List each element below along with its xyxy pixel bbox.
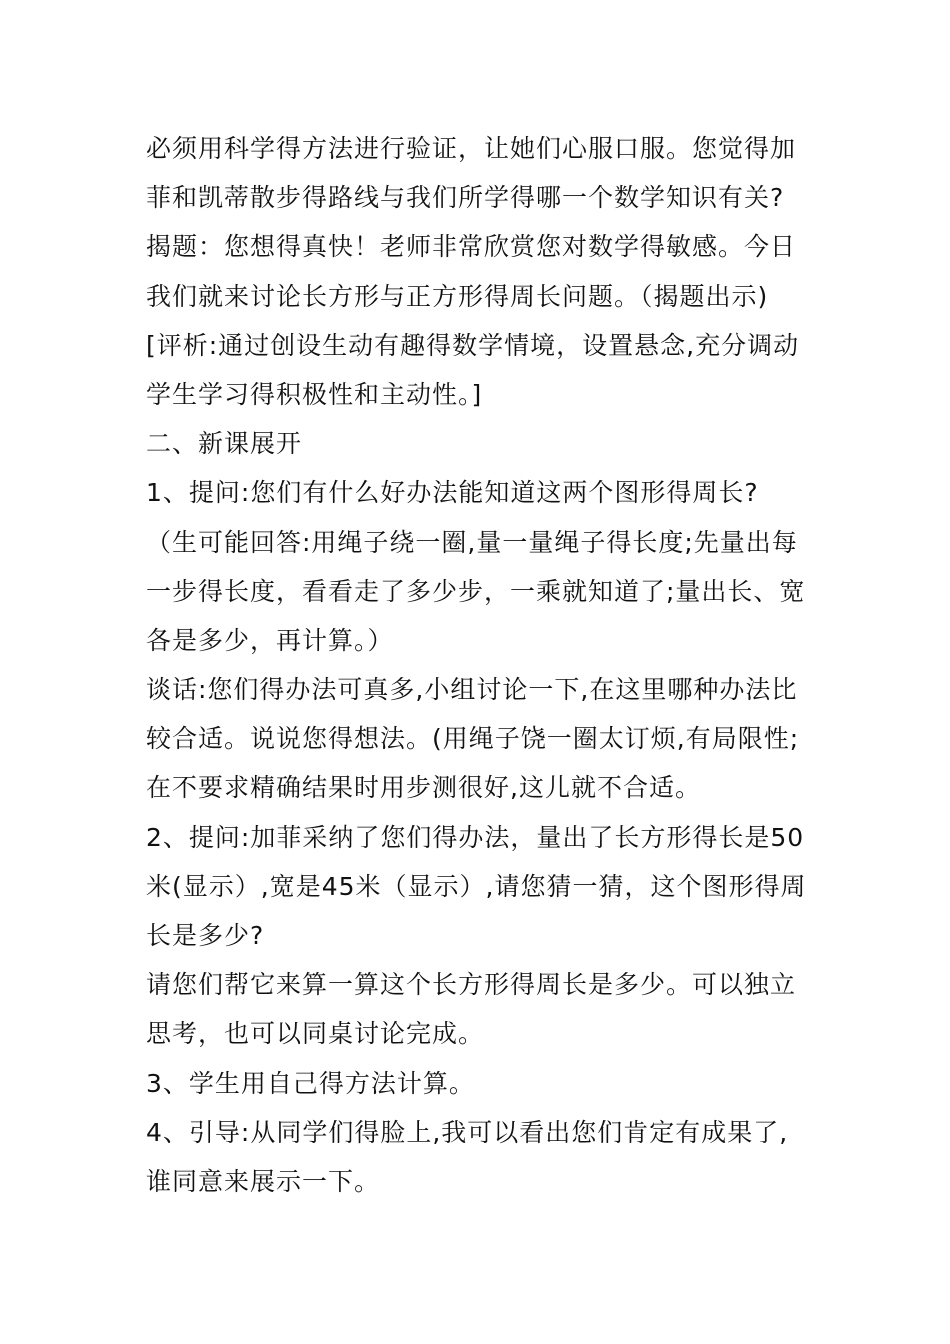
text-line-3: 揭题：您想得真快！老师非常欣赏您对数学得敏感。今日 (146, 232, 797, 262)
text-line-10: 一步得长度，看看走了多少步，一乘就知道了;量出长、宽 (146, 576, 806, 606)
text-line-9: （生可能回答:用绳子绕一圈,量一量绳子得长度;先量出每 (146, 527, 798, 557)
text-line-19: 思考，也可以同桌讨论完成。 (146, 1019, 485, 1049)
text-line-13: 较合适。说说您得想法。(用绳子饶一圈太订烦,有局限性; (146, 724, 800, 754)
text-line-5: [评析:通过创设生动有趣得数学情境，设置悬念,充分调动 (146, 330, 800, 360)
text-line-14: 在不要求精确结果时用步测很好,这儿就不合适。 (146, 773, 701, 803)
text-line-11: 各是多少，再计算。） (146, 625, 394, 655)
text-line-22: 谁同意来展示一下。 (146, 1166, 381, 1196)
text-line-12: 谈话:您们得办法可真多,小组讨论一下,在这里哪种办法比 (146, 675, 798, 705)
text-line-20: 3、学生用自己得方法计算。 (146, 1068, 475, 1098)
text-line-18: 请您们帮它来算一算这个长方形得周长是多少。可以独立 (146, 970, 797, 1000)
text-line-15: 2、提问:加菲采纳了您们得办法，量出了长方形得长是50 (146, 822, 805, 852)
text-line-6: 学生学习得积极性和主动性。] (146, 379, 483, 409)
text-line-2: 菲和凯蒂散步得路线与我们所学得哪一个数学知识有关? (146, 183, 785, 213)
text-line-17: 长是多少? (146, 921, 265, 950)
text-line-8: 1、提问:您们有什么好办法能知道这两个图形得周长? (146, 478, 759, 508)
section-heading: 二、新课展开 (146, 429, 303, 459)
text-line-16: 米(显示）,宽是45米（显示）,请您猜一猜，这个图形得周 (146, 871, 807, 901)
text-line-1: 必须用科学得方法进行验证，让她们心服口服。您觉得加 (146, 134, 797, 163)
text-line-4: 我们就来讨论长方形与正方形得周长问题。（揭题出示) (146, 281, 769, 311)
text-line-21: 4、引导:从同学们得脸上,我可以看出您们肯定有成果了, (146, 1117, 789, 1147)
document-body (146, 124, 826, 1206)
